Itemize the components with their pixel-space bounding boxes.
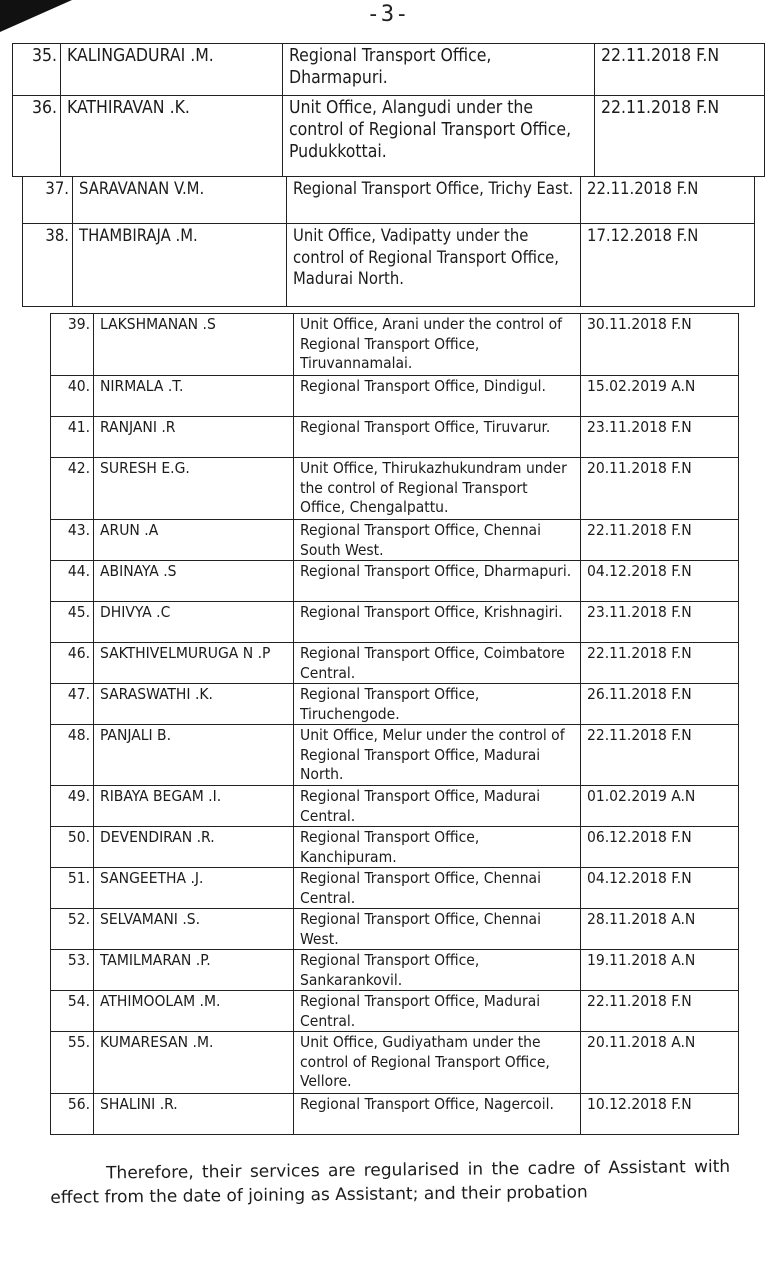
joining-date-cell: 15.02.2019 A.N (581, 376, 739, 417)
table-row (51, 458, 739, 520)
table-row (51, 1094, 739, 1135)
serial-number-cell: 36. (13, 96, 61, 177)
serial-number-cell: 56. (51, 1094, 94, 1135)
joining-date-cell: 30.11.2018 F.N (581, 314, 739, 376)
serial-number-cell: 54. (51, 991, 94, 1032)
serial-number-cell: 53. (51, 950, 94, 991)
employee-name-cell: LAKSHMANAN .S (94, 314, 294, 376)
table-row (51, 684, 739, 725)
employee-name-cell: SHALINI .R. (94, 1094, 294, 1135)
serial-number-cell: 35. (13, 44, 61, 96)
table-row (51, 561, 739, 602)
page-number: -3- (366, 2, 410, 27)
office-cell: Regional Transport Office, Krishnagiri. (294, 602, 581, 643)
table-row (23, 224, 755, 307)
office-cell: Regional Transport Office, Kanchipuram. (294, 827, 581, 868)
joining-date-cell: 17.12.2018 F.N (581, 224, 755, 307)
serial-number-cell: 45. (51, 602, 94, 643)
joining-date-cell: 22.11.2018 F.N (581, 643, 739, 684)
table-row (51, 786, 739, 827)
office-cell: Unit Office, Thirukazhukundram under the control of Regional Transport Office, Chengalpattu. (294, 458, 581, 520)
employee-name-cell: RANJANI .R (94, 417, 294, 458)
joining-date-cell: 04.12.2018 F.N (581, 561, 739, 602)
employee-name-cell: RIBAYA BEGAM .I. (94, 786, 294, 827)
office-cell: Regional Transport Office, Madurai Central. (294, 991, 581, 1032)
serial-number-cell: 48. (51, 725, 94, 786)
table-row (51, 520, 739, 561)
serial-number-cell: 55. (51, 1032, 94, 1094)
joining-date-cell: 04.12.2018 F.N (581, 868, 739, 909)
office-cell: Regional Transport Office, Chennai Central. (294, 868, 581, 909)
table-row (51, 725, 739, 786)
office-cell: Regional Transport Office, Nagercoil. (294, 1094, 581, 1135)
office-cell: Regional Transport Office, Trichy East. (287, 177, 581, 224)
employee-name-cell: SARASWATHI .K. (94, 684, 294, 725)
employee-name-cell: SELVAMANI .S. (94, 909, 294, 950)
serial-number-cell: 44. (51, 561, 94, 602)
office-cell: Regional Transport Office, Tiruchengode. (294, 684, 581, 725)
table-row (13, 44, 765, 96)
office-cell: Regional Transport Office, Chennai West. (294, 909, 581, 950)
serial-number-cell: 39. (51, 314, 94, 376)
serial-number-cell: 46. (51, 643, 94, 684)
table-row (51, 991, 739, 1032)
employee-name-cell: NIRMALA .T. (94, 376, 294, 417)
joining-date-cell: 20.11.2018 F.N (581, 458, 739, 520)
appointment-table-top (12, 43, 765, 177)
serial-number-cell: 42. (51, 458, 94, 520)
serial-number-cell: 50. (51, 827, 94, 868)
office-cell: Regional Transport Office, Tiruvarur. (294, 417, 581, 458)
office-cell: Regional Transport Office, Coimbatore Central. (294, 643, 581, 684)
table-row (51, 1032, 739, 1094)
employee-name-cell: SANGEETHA .J. (94, 868, 294, 909)
office-cell: Regional Transport Office, Dindigul. (294, 376, 581, 417)
joining-date-cell: 22.11.2018 F.N (595, 44, 765, 96)
table-row (51, 314, 739, 376)
serial-number-cell: 49. (51, 786, 94, 827)
table-row (23, 177, 755, 224)
serial-number-cell: 43. (51, 520, 94, 561)
employee-name-cell: SAKTHIVELMURUGA N .P (94, 643, 294, 684)
joining-date-cell: 23.11.2018 F.N (581, 602, 739, 643)
serial-number-cell: 40. (51, 376, 94, 417)
appointment-table-middle (22, 176, 755, 307)
office-cell: Regional Transport Office, Dharmapuri. (283, 44, 595, 96)
employee-name-cell: KALINGADURAI .M. (61, 44, 283, 96)
employee-name-cell: ABINAYA .S (94, 561, 294, 602)
joining-date-cell: 28.11.2018 A.N (581, 909, 739, 950)
employee-name-cell: PANJALI B. (94, 725, 294, 786)
appointment-table-bottom (50, 313, 739, 1135)
paragraph-text: Therefore, their services are regularised in the cadre of Assistant with effect from the date of joining as Assistant; and their probation (50, 1156, 731, 1208)
employee-name-cell: DHIVYA .C (94, 602, 294, 643)
employee-name-cell: KUMARESAN .M. (94, 1032, 294, 1094)
office-cell: Regional Transport Office, Sankarankovil. (294, 950, 581, 991)
office-cell: Regional Transport Office, Chennai South West. (294, 520, 581, 561)
office-cell: Unit Office, Alangudi under the control of Regional Transport Office, Pudukkottai. (283, 96, 595, 177)
employee-name-cell: TAMILMARAN .P. (94, 950, 294, 991)
serial-number-cell: 52. (51, 909, 94, 950)
joining-date-cell: 10.12.2018 F.N (581, 1094, 739, 1135)
office-cell: Unit Office, Arani under the control of Regional Transport Office, Tiruvannamalai. (294, 314, 581, 376)
joining-date-cell: 01.02.2019 A.N (581, 786, 739, 827)
joining-date-cell: 23.11.2018 F.N (581, 417, 739, 458)
table-row (51, 376, 739, 417)
employee-name-cell: SURESH E.G. (94, 458, 294, 520)
joining-date-cell: 22.11.2018 F.N (581, 725, 739, 786)
office-cell: Regional Transport Office, Dharmapuri. (294, 561, 581, 602)
regularisation-paragraph (50, 1155, 730, 1210)
serial-number-cell: 51. (51, 868, 94, 909)
office-cell: Regional Transport Office, Madurai Central. (294, 786, 581, 827)
paragraph-indent (50, 1178, 106, 1179)
table-row (51, 909, 739, 950)
employee-name-cell: THAMBIRAJA .M. (73, 224, 287, 307)
table-row (51, 950, 739, 991)
joining-date-cell: 20.11.2018 A.N (581, 1032, 739, 1094)
office-cell: Unit Office, Gudiyatham under the control of Regional Transport Office, Vellore. (294, 1032, 581, 1094)
table-row (51, 868, 739, 909)
joining-date-cell: 06.12.2018 F.N (581, 827, 739, 868)
joining-date-cell: 22.11.2018 F.N (581, 991, 739, 1032)
table-row (51, 417, 739, 458)
table-row (51, 827, 739, 868)
joining-date-cell: 22.11.2018 F.N (581, 520, 739, 561)
table-row (51, 602, 739, 643)
joining-date-cell: 19.11.2018 A.N (581, 950, 739, 991)
office-cell: Unit Office, Vadipatty under the control of Regional Transport Office, Madurai North. (287, 224, 581, 307)
office-cell: Unit Office, Melur under the control of Regional Transport Office, Madurai North. (294, 725, 581, 786)
serial-number-cell: 38. (23, 224, 73, 307)
employee-name-cell: SARAVANAN V.M. (73, 177, 287, 224)
serial-number-cell: 37. (23, 177, 73, 224)
joining-date-cell: 22.11.2018 F.N (581, 177, 755, 224)
employee-name-cell: ARUN .A (94, 520, 294, 561)
joining-date-cell: 22.11.2018 F.N (595, 96, 765, 177)
employee-name-cell: DEVENDIRAN .R. (94, 827, 294, 868)
table-row (13, 96, 765, 177)
employee-name-cell: ATHIMOOLAM .M. (94, 991, 294, 1032)
serial-number-cell: 47. (51, 684, 94, 725)
employee-name-cell: KATHIRAVAN .K. (61, 96, 283, 177)
joining-date-cell: 26.11.2018 F.N (581, 684, 739, 725)
serial-number-cell: 41. (51, 417, 94, 458)
table-row (51, 643, 739, 684)
